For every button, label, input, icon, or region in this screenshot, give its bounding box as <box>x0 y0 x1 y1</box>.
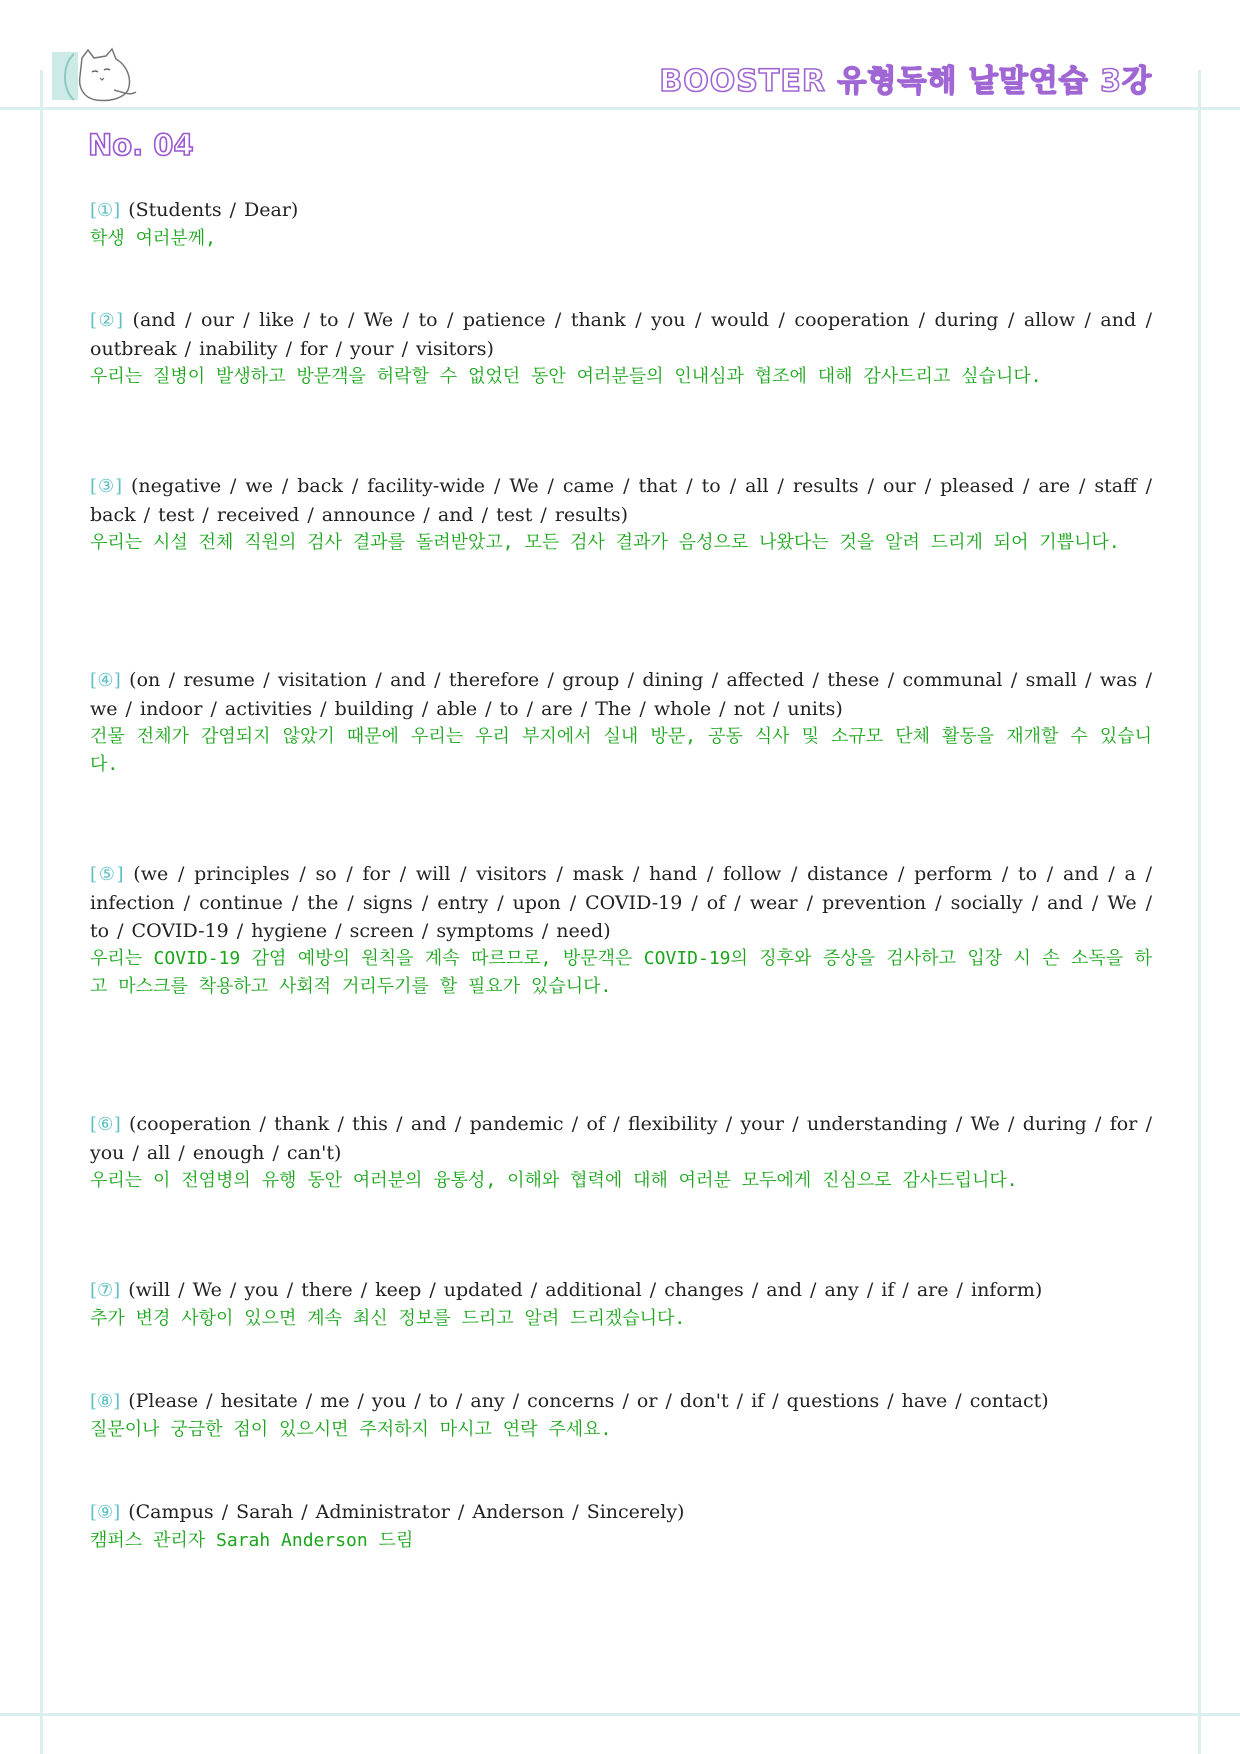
korean-translation: 추가 변경 사항이 있으면 계속 최신 정보를 드리고 알려 드리겠습니다. <box>90 1308 686 1329</box>
exercise-item <box>90 860 1152 1001</box>
item-number: [⑥] <box>90 1114 121 1135</box>
word-prompt <box>90 666 1152 723</box>
word-list: (we / principles / so / for / will / visitors / mask / hand / follow / distance / perform / to / and / a / infection / continue / the / signs / entry / upon / COVID-19 / of / wear / prevention / socially / and / We / to / COVID-19 / hygiene / screen / symptoms / need) <box>90 863 1152 942</box>
word-prompt <box>90 860 1152 945</box>
item-number: [⑦] <box>90 1280 121 1301</box>
korean-translation: 우리는 시설 전체 직원의 검사 결과를 돌려받았고, 모든 검사 결과가 음성으로 나왔다는 것을 알려 드리게 되어 기쁩니다. <box>90 532 1120 553</box>
cat-logo <box>52 46 142 104</box>
word-prompt <box>90 472 1152 529</box>
korean-translation: 캠퍼스 관리자 Sarah Anderson 드림 <box>90 1530 414 1551</box>
header-title: BOOSTER 유형독해 낱말연습 3강 <box>659 64 1152 99</box>
word-prompt <box>90 1110 1152 1167</box>
word-list: (on / resume / visitation / and / therefore / group / dining / affected / these / communal / small / was / we / indoor / activities / building / able / to / are / The / whole / not / units) <box>90 669 1153 720</box>
korean-translation: 우리는 COVID-19 감염 예방의 원칙을 계속 따르므로, 방문객은 COVID-19의 징후와 증상을 검사하고 입장 시 손 소독을 하고 마스크를 착용하고 사회적 거리두기를 할 필요가 있습니다. <box>90 948 1152 997</box>
word-prompt <box>90 196 1152 225</box>
exercise-item <box>90 1387 1152 1444</box>
exercise-item <box>90 472 1152 557</box>
exercise-item <box>90 1110 1152 1195</box>
word-prompt <box>90 1387 1152 1416</box>
document-number: No. 04 <box>88 128 194 162</box>
exercise-item <box>90 1498 1152 1555</box>
word-prompt <box>90 306 1152 363</box>
frame-top-line <box>0 107 1240 110</box>
exercise-item <box>90 666 1152 779</box>
item-number: [⑧] <box>90 1391 121 1412</box>
word-list: (Students / Dear) <box>128 199 299 221</box>
item-number: [⑤] <box>90 864 124 885</box>
frame-left-line <box>40 70 43 1754</box>
word-list: (Please / hesitate / me / you / to / any / concerns / or / don't / if / questions / have / contact) <box>128 1390 1049 1412</box>
korean-translation: 우리는 질병이 발생하고 방문객을 허락할 수 없었던 동안 여러분들의 인내심과 협조에 대해 감사드리고 싶습니다. <box>90 366 1042 387</box>
korean-translation: 질문이나 궁금한 점이 있으시면 주저하지 마시고 연락 주세요. <box>90 1419 612 1440</box>
word-list: (will / We / you / there / keep / updated / additional / changes / and / any / if / are / inform) <box>128 1279 1043 1301</box>
frame-bottom-line <box>0 1713 1240 1716</box>
word-prompt <box>90 1498 1152 1527</box>
word-prompt <box>90 1276 1152 1305</box>
exercise-item <box>90 196 1152 253</box>
korean-translation: 우리는 이 전염병의 유행 동안 여러분의 융통성, 이해와 협력에 대해 여러분 모두에게 진심으로 감사드립니다. <box>90 1170 1018 1191</box>
item-number: [①] <box>90 200 121 221</box>
korean-translation: 건물 전체가 감염되지 않았기 때문에 우리는 우리 부지에서 실내 방문, 공동 식사 및 소규모 단체 활동을 재개할 수 있습니다. <box>90 726 1152 775</box>
exercise-item <box>90 306 1152 391</box>
item-number: [②] <box>90 310 124 331</box>
frame-right-line <box>1198 70 1201 1754</box>
word-list: (cooperation / thank / this / and / pandemic / of / flexibility / your / understanding / We / during / for / you / all / enough / can't) <box>90 1113 1152 1164</box>
item-number: [⑨] <box>90 1502 121 1523</box>
word-list: (Campus / Sarah / Administrator / Anderson / Sincerely) <box>128 1501 685 1523</box>
word-list: (and / our / like / to / We / to / patience / thank / you / would / cooperation / during / allow / and / outbreak / inability / for / your / visitors) <box>90 309 1152 360</box>
word-list: (negative / we / back / facility-wide / We / came / that / to / all / results / our / pleased / are / staff / back / test / received / announce / and / test / results) <box>90 475 1152 526</box>
exercise-item <box>90 1276 1152 1333</box>
korean-translation: 학생 여러분께, <box>90 228 217 249</box>
item-number: [④] <box>90 670 121 691</box>
item-number: [③] <box>90 476 123 497</box>
cat-logo-icon <box>52 46 142 104</box>
